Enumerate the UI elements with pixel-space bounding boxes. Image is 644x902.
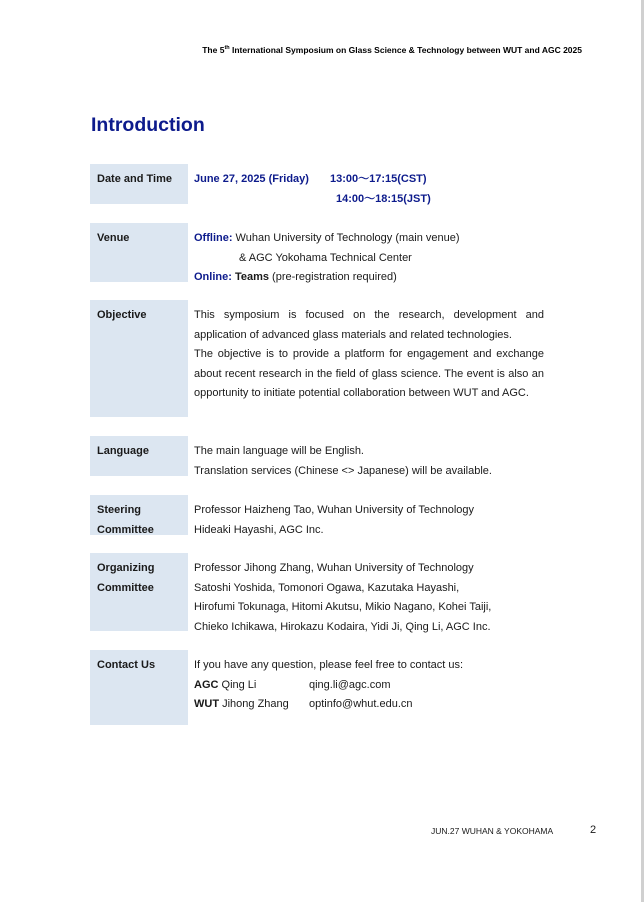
header-prefix: The 5: [202, 45, 225, 55]
venue-content: [194, 223, 544, 288]
steering-member-2: Hideaki Hayashi, AGC Inc.: [194, 523, 324, 536]
organizing-member-2: Satoshi Yoshida, Tomonori Ogawa, Kazutaka Hayashi,: [194, 581, 460, 594]
header-rest: International Symposium on Glass Science & Technology between WUT and AGC 2025: [229, 45, 582, 55]
date-time-section: [90, 164, 545, 204]
offline-venue-main: Wuhan University of Technology (main venue): [232, 232, 460, 244]
running-footer: JUN.27 WUHAN & YOKOHAMA: [431, 826, 554, 836]
organizing-label: [90, 553, 188, 631]
organizing-label-1: Organizing: [97, 562, 155, 574]
event-date: June 27, 2025 (Friday): [194, 173, 309, 185]
venue-online-line: [194, 268, 544, 288]
running-header: [0, 45, 582, 55]
page-title: Introduction: [91, 114, 205, 136]
offline-venue-secondary: & AGC Yokohama Technical Center: [239, 251, 412, 264]
date-time-line-1: [194, 170, 544, 190]
objective-section: [90, 300, 545, 417]
objective-label: Objective: [90, 300, 188, 417]
date-time-content: [194, 164, 544, 209]
objective-paragraph-1: This symposium is focused on the research, development and application of advanced glass materials and related technologies.: [194, 309, 544, 341]
organizing-member-3: Hirofumi Tokunaga, Hitomi Akutsu, Mikio Nagano, Kohei Taiji,: [194, 601, 492, 613]
contact-wut-name: Jihong Zhang: [219, 698, 289, 710]
contact-agc-line: [194, 676, 544, 696]
contact-intro: If you have any question, please feel free to contact us:: [194, 659, 464, 671]
online-app: Teams: [231, 271, 269, 283]
offline-label: Offline:: [194, 232, 233, 244]
venue-label: Venue: [90, 223, 188, 282]
contact-agc-org: AGC: [194, 678, 219, 691]
steering-label-1: Steering: [97, 504, 142, 516]
language-label: Language: [90, 436, 188, 476]
steering-member-1: Professor Haizheng Tao, Wuhan University of Technology: [194, 504, 475, 516]
contact-wut-line: [194, 695, 544, 715]
language-line-1: The main language will be English.: [194, 445, 364, 457]
contact-label: Contact Us: [90, 650, 188, 725]
steering-content: [194, 495, 544, 540]
language-section: [90, 436, 545, 476]
steering-label-2: Committee: [97, 523, 154, 536]
contact-section: [90, 650, 545, 725]
time-cst: 13:00～17:15(CST): [329, 173, 427, 185]
header-superscript: th: [224, 45, 230, 52]
venue-section: [90, 223, 545, 282]
organizing-content: [194, 553, 544, 637]
contact-wut-org: WUT: [194, 698, 220, 710]
time-jst: 14:00～18:15(JST): [336, 192, 431, 205]
date-time-label: Date and Time: [90, 164, 188, 204]
online-note: (pre-registration required): [268, 271, 397, 283]
online-label: Online:: [194, 271, 232, 283]
organizing-member-1: Professor Jihong Zhang, Wuhan University of Technology: [194, 562, 474, 574]
page-number: 2: [590, 824, 597, 836]
contact-wut-email[interactable]: optinfo@whut.edu.cn: [309, 698, 413, 710]
organizing-label-2: Committee: [97, 581, 154, 594]
objective-content: [194, 300, 544, 404]
language-content: [194, 436, 544, 481]
contact-agc-name: Qing Li: [218, 678, 257, 691]
steering-label: [90, 495, 188, 535]
venue-offline-line: [194, 229, 544, 249]
contact-agc-email[interactable]: qing.li@agc.com: [309, 678, 391, 691]
organizing-member-4: Chieko Ichikawa, Hirokazu Kodaira, Yidi Ji, Qing Li, AGC Inc.: [194, 620, 491, 633]
objective-paragraph-2: The objective is to provide a platform for engagement and exchange about recent research in the field of glass science. The event is also an opportunity to initiate potential collaboration between WUT and AGC.: [194, 348, 544, 399]
organizing-section: [90, 553, 545, 631]
language-line-2: Translation services (Chinese <> Japanese) will be available.: [194, 464, 492, 477]
contact-content: [194, 650, 544, 715]
steering-section: [90, 495, 545, 535]
